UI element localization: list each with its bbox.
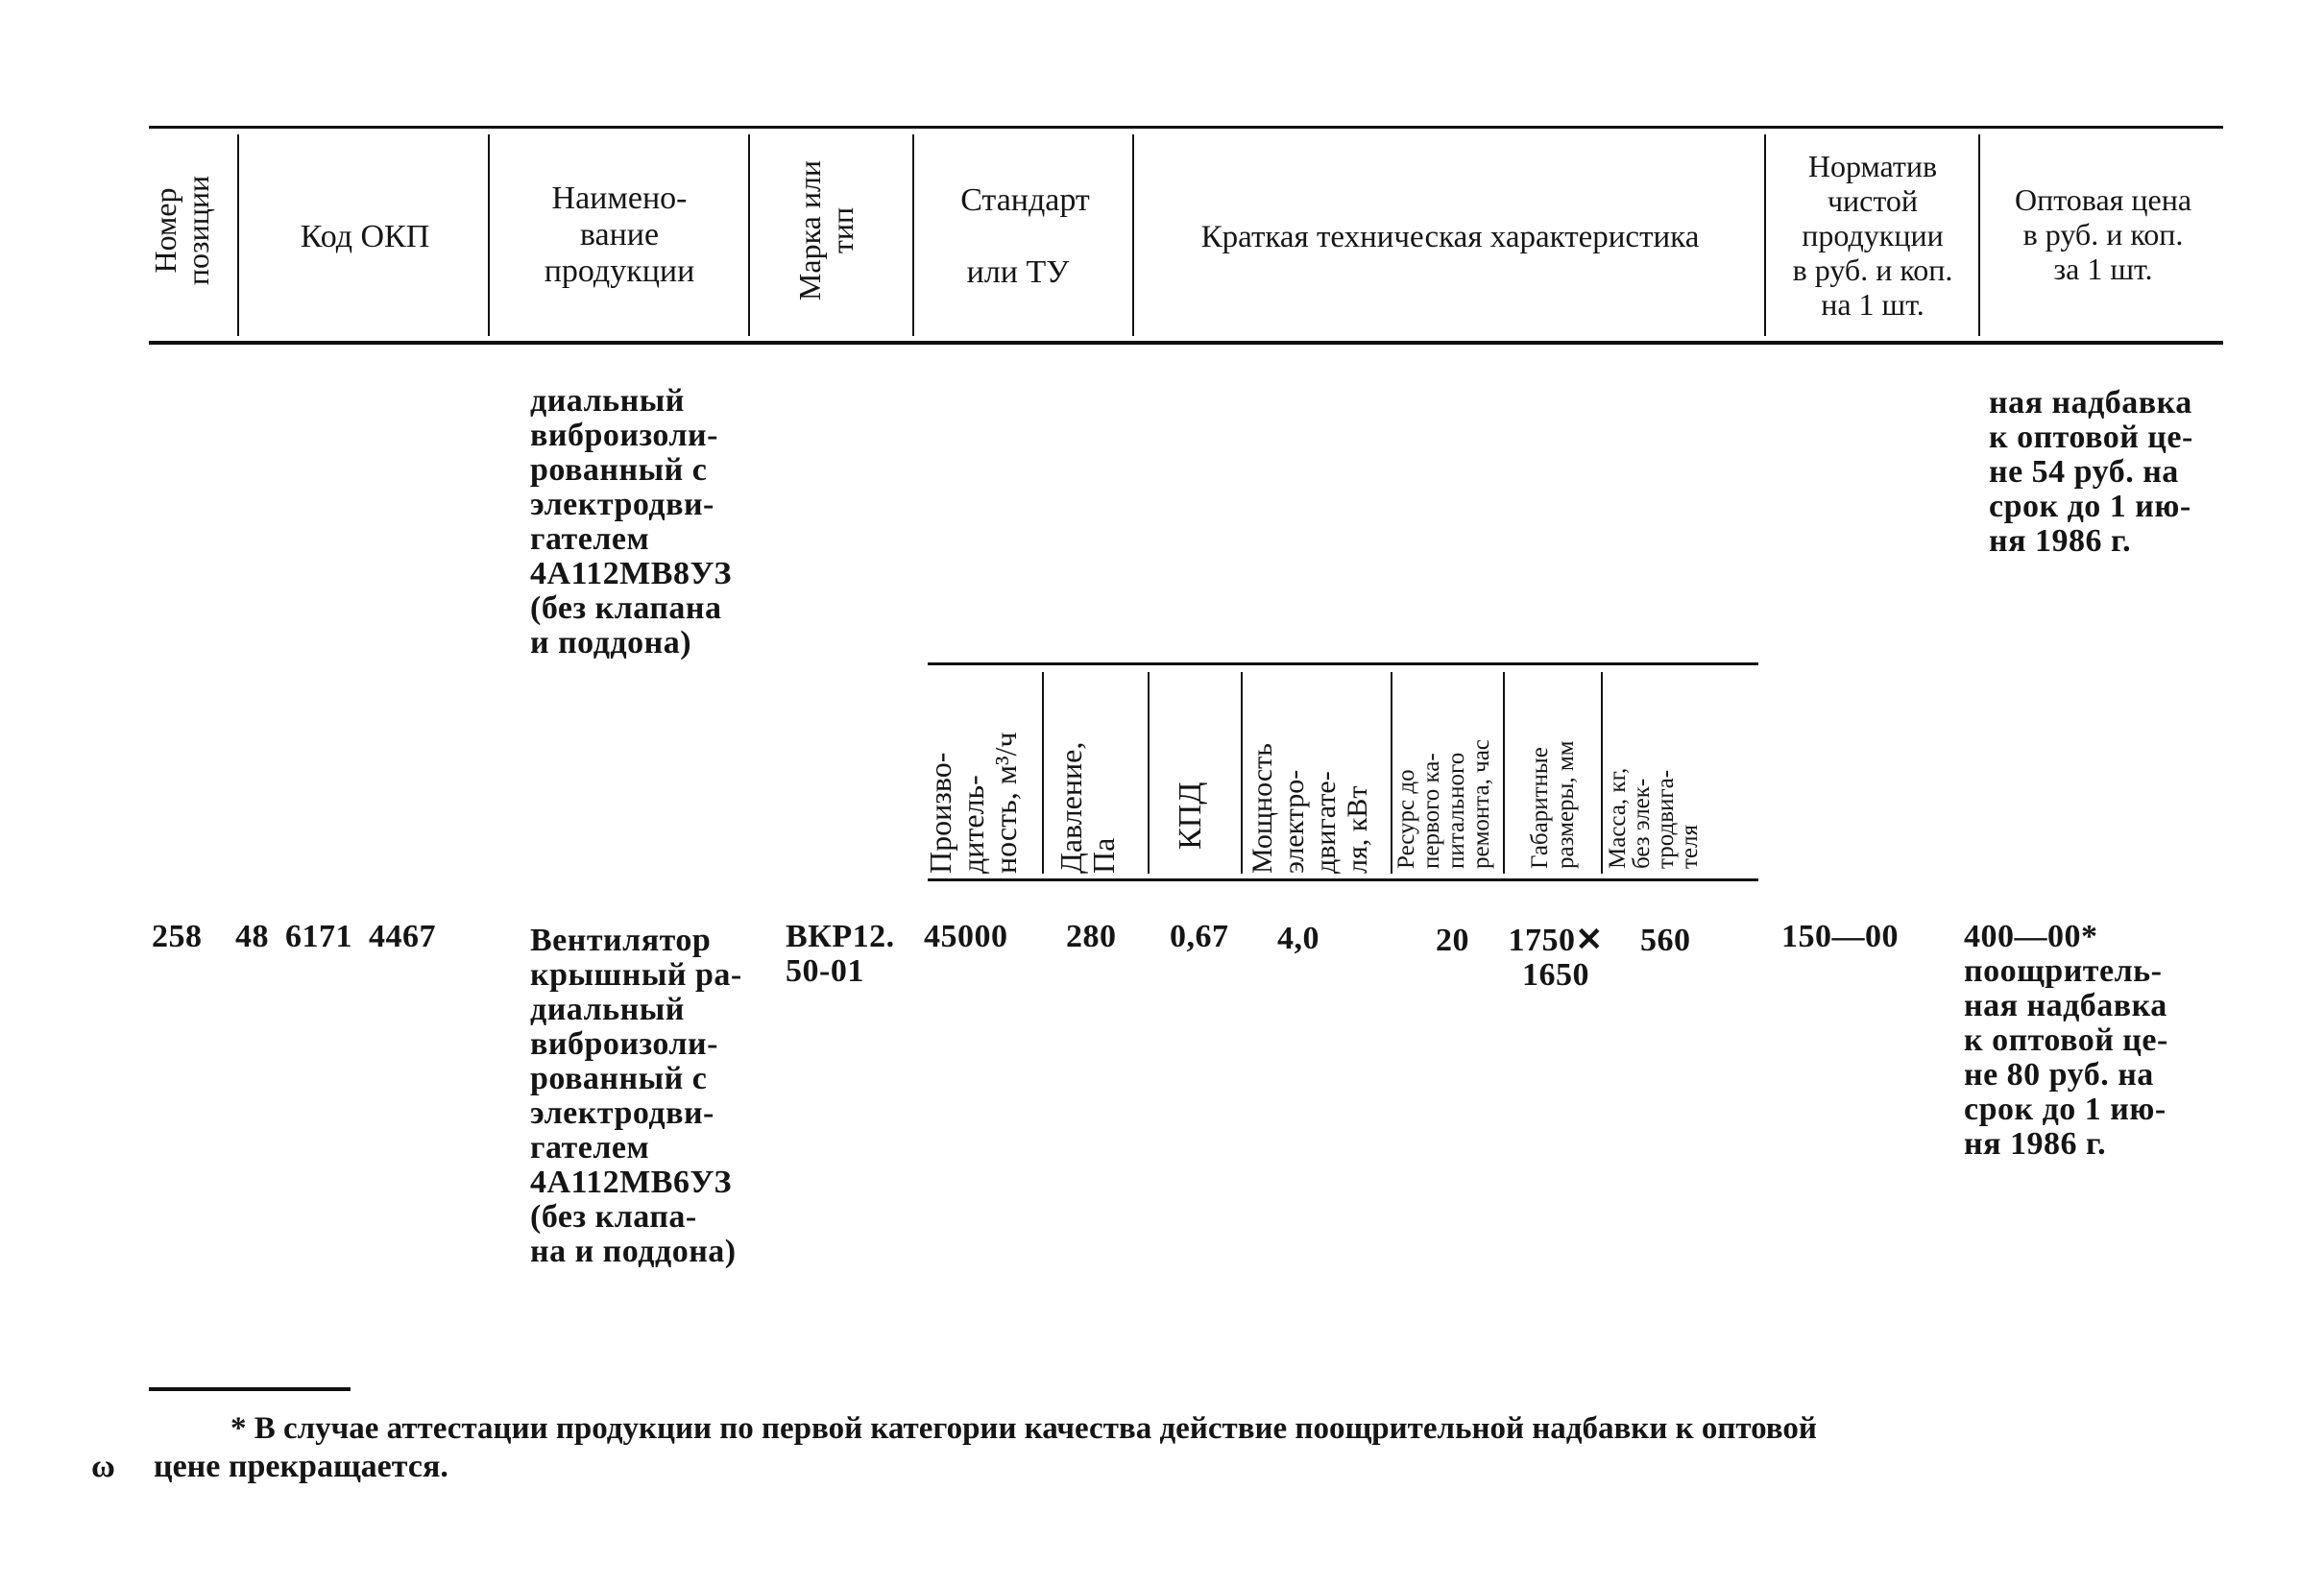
header-sep-3 (748, 134, 750, 336)
header-sep-2 (488, 134, 490, 336)
row-brand-type: ВКР12. 50-01 (786, 919, 895, 989)
tech-sep-1 (1042, 672, 1044, 874)
header-okp-code: Код ОКП (300, 219, 430, 254)
row-pressure: 280 (1066, 919, 1117, 954)
tech-productivity-header: Произво- дитель- ность, м³/ч (923, 732, 1023, 874)
row-productivity: 45000 (924, 919, 1008, 954)
footnote-rule (149, 1387, 351, 1391)
header-top-rule (149, 126, 2223, 129)
header-position-number: Номер позиции (148, 175, 215, 286)
header-product-name: Наимено- вание продукции (544, 180, 695, 289)
row-mass: 560 (1640, 923, 1691, 958)
tech-sep-5 (1503, 672, 1505, 874)
header-brand-type: Марка или тип (792, 159, 859, 301)
header-net-output-norm: Норматив чистой продукции в руб. и коп. на 1 шт. (1792, 149, 1953, 322)
row-net-output-norm: 150—00 (1781, 919, 1899, 954)
header-wholesale-price: Оптовая цена в руб. и коп. за 1 шт. (2014, 182, 2192, 286)
tech-dimensions-header: Габаритные размеры, мм (1527, 740, 1579, 869)
row-product-name: Вентилятор крышный ра- диальный виброизоли- рованный с электродви- гателем 4А112МВ6УЗ (без клапа- на и поддона) (530, 923, 742, 1269)
header-sep-6 (1764, 134, 1766, 336)
footnote-line-2: цене прекращается. (154, 1449, 448, 1484)
header-standard-bottom: или ТУ (966, 254, 1070, 290)
tech-subheader-bottom-rule (928, 878, 1758, 881)
header-standard-top: Стандарт (960, 182, 1090, 218)
row-wholesale-price: 400—00* поощритель- ная надбавка к оптовой це- не 80 руб. на срок до 1 ию- ня 1986 г. (1964, 919, 2168, 1162)
tech-sep-4 (1391, 672, 1392, 874)
header-bottom-rule (149, 341, 2223, 345)
tech-efficiency-header: КПД (1173, 781, 1208, 850)
tech-power-header: Мощность электро- двигате- ля, кВт (1247, 743, 1373, 874)
row-dimensions: 1750✕ 1650 (1508, 923, 1604, 993)
page-mark: ω (91, 1449, 115, 1484)
header-sep-1 (237, 134, 239, 336)
tech-subheader-top-rule (928, 662, 1758, 665)
row-efficiency: 0,67 (1170, 919, 1229, 954)
tech-pressure-header: Давление, Па (1053, 741, 1121, 874)
row-resource: 20 (1436, 923, 1469, 958)
header-sep-5 (1132, 134, 1134, 336)
tech-resource-header: Ресурс до первого ка- питального ремонта, час (1393, 739, 1494, 869)
footnote-line-1: * В случае аттестации продукции по первой категории качества действие поощрительной надбавки к оптовой (230, 1411, 1817, 1446)
tech-mass-header: Масса, кг, без элек- тродвига- теля (1605, 767, 1703, 869)
tech-sep-6 (1601, 672, 1603, 874)
header-sep-4 (912, 134, 914, 336)
continued-product-name: диальный виброизоли- рованный с электродви- гателем 4А112МВ8УЗ (без клапана и поддона) (530, 383, 732, 661)
tech-sep-3 (1241, 672, 1243, 874)
row-motor-power: 4,0 (1277, 921, 1319, 956)
tech-sep-2 (1148, 672, 1150, 874)
row-okp-code: 48 6171 4467 (235, 919, 436, 954)
row-position-number: 258 (152, 919, 203, 954)
header-tech-characteristics: Краткая техническая характеристика (1200, 220, 1700, 254)
header-sep-7 (1978, 134, 1980, 336)
continued-price-note: ная надбавка к оптовой це- не 54 руб. на срок до 1 ию- ня 1986 г. (1989, 385, 2193, 559)
